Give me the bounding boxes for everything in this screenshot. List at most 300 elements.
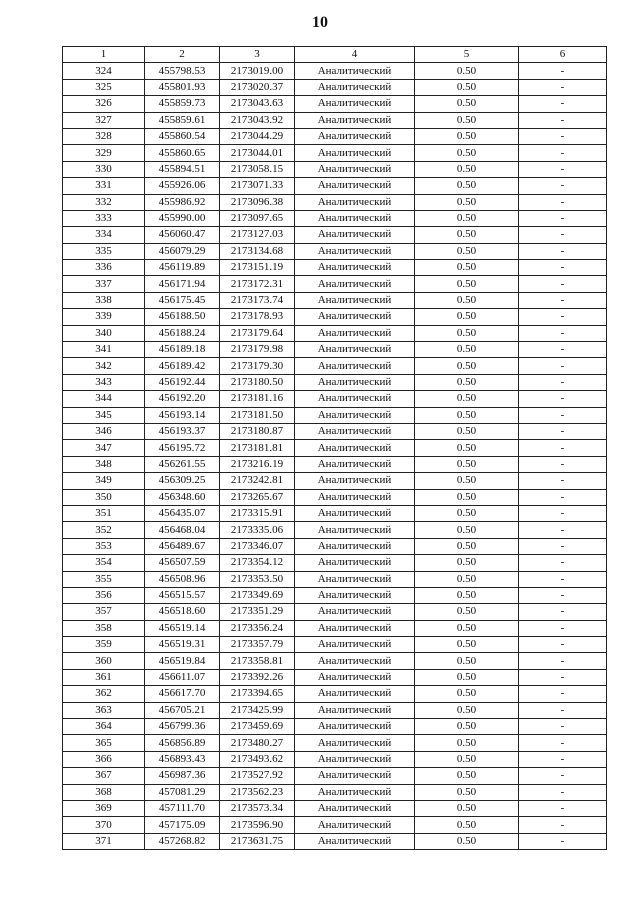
table-row <box>63 456 607 472</box>
note-cell: - <box>519 751 607 767</box>
x-coordinate-cell: 456507.59 <box>145 555 220 571</box>
table-row <box>63 178 607 194</box>
x-coordinate-cell: 456189.18 <box>145 342 220 358</box>
y-coordinate-cell: 2173181.50 <box>220 407 295 423</box>
accuracy-cell: 0.50 <box>415 227 519 243</box>
method-cell: Аналитический <box>295 637 415 653</box>
y-coordinate-cell: 2173181.16 <box>220 391 295 407</box>
table-row <box>63 292 607 308</box>
note-cell: - <box>519 210 607 226</box>
table-row <box>63 440 607 456</box>
coordinates-table <box>62 46 607 850</box>
x-coordinate-cell: 457175.09 <box>145 817 220 833</box>
table-row <box>63 473 607 489</box>
point-number-cell: 332 <box>63 194 145 210</box>
note-cell: - <box>519 735 607 751</box>
note-cell: - <box>519 260 607 276</box>
table-row <box>63 391 607 407</box>
point-number-cell: 327 <box>63 112 145 128</box>
note-cell: - <box>519 522 607 538</box>
note-cell: - <box>519 79 607 95</box>
note-cell: - <box>519 423 607 439</box>
table-row <box>63 735 607 751</box>
point-number-cell: 345 <box>63 407 145 423</box>
accuracy-cell: 0.50 <box>415 374 519 390</box>
y-coordinate-cell: 2173596.90 <box>220 817 295 833</box>
table-row <box>63 358 607 374</box>
table-row <box>63 63 607 79</box>
note-cell: - <box>519 669 607 685</box>
accuracy-cell: 0.50 <box>415 63 519 79</box>
accuracy-cell: 0.50 <box>415 391 519 407</box>
note-cell: - <box>519 817 607 833</box>
table-row <box>63 637 607 653</box>
point-number-cell: 354 <box>63 555 145 571</box>
accuracy-cell: 0.50 <box>415 833 519 849</box>
method-cell: Аналитический <box>295 325 415 341</box>
x-coordinate-cell: 456189.42 <box>145 358 220 374</box>
point-number-cell: 360 <box>63 653 145 669</box>
method-cell: Аналитический <box>295 276 415 292</box>
method-cell: Аналитический <box>295 800 415 816</box>
method-cell: Аналитический <box>295 440 415 456</box>
method-cell: Аналитический <box>295 342 415 358</box>
accuracy-cell: 0.50 <box>415 243 519 259</box>
point-number-cell: 370 <box>63 817 145 833</box>
x-coordinate-cell: 456188.24 <box>145 325 220 341</box>
accuracy-cell: 0.50 <box>415 702 519 718</box>
point-number-cell: 359 <box>63 637 145 653</box>
accuracy-cell: 0.50 <box>415 112 519 128</box>
point-number-cell: 362 <box>63 686 145 702</box>
table-row <box>63 210 607 226</box>
x-coordinate-cell: 456309.25 <box>145 473 220 489</box>
x-coordinate-cell: 455798.53 <box>145 63 220 79</box>
accuracy-cell: 0.50 <box>415 571 519 587</box>
point-number-cell: 343 <box>63 374 145 390</box>
y-coordinate-cell: 2173351.29 <box>220 604 295 620</box>
x-coordinate-cell: 455926.06 <box>145 178 220 194</box>
accuracy-cell: 0.50 <box>415 423 519 439</box>
point-number-cell: 351 <box>63 505 145 521</box>
accuracy-cell: 0.50 <box>415 538 519 554</box>
note-cell: - <box>519 342 607 358</box>
y-coordinate-cell: 2173180.87 <box>220 423 295 439</box>
y-coordinate-cell: 2173480.27 <box>220 735 295 751</box>
point-number-cell: 339 <box>63 309 145 325</box>
accuracy-cell: 0.50 <box>415 817 519 833</box>
method-cell: Аналитический <box>295 473 415 489</box>
y-coordinate-cell: 2173353.50 <box>220 571 295 587</box>
note-cell: - <box>519 653 607 669</box>
point-number-cell: 356 <box>63 587 145 603</box>
accuracy-cell: 0.50 <box>415 768 519 784</box>
table-row <box>63 407 607 423</box>
accuracy-cell: 0.50 <box>415 800 519 816</box>
method-cell: Аналитический <box>295 260 415 276</box>
y-coordinate-cell: 2173562.23 <box>220 784 295 800</box>
note-cell: - <box>519 309 607 325</box>
method-cell: Аналитический <box>295 178 415 194</box>
method-cell: Аналитический <box>295 391 415 407</box>
x-coordinate-cell: 456519.31 <box>145 637 220 653</box>
table-row <box>63 505 607 521</box>
note-cell: - <box>519 325 607 341</box>
x-coordinate-cell: 455860.65 <box>145 145 220 161</box>
y-coordinate-cell: 2173019.00 <box>220 63 295 79</box>
x-coordinate-cell: 456617.70 <box>145 686 220 702</box>
method-cell: Аналитический <box>295 145 415 161</box>
x-coordinate-cell: 456611.07 <box>145 669 220 685</box>
note-cell: - <box>519 276 607 292</box>
accuracy-cell: 0.50 <box>415 669 519 685</box>
x-coordinate-cell: 456515.57 <box>145 587 220 603</box>
x-coordinate-cell: 455860.54 <box>145 128 220 144</box>
accuracy-cell: 0.50 <box>415 604 519 620</box>
method-cell: Аналитический <box>295 358 415 374</box>
method-cell: Аналитический <box>295 604 415 620</box>
x-coordinate-cell: 456893.43 <box>145 751 220 767</box>
method-cell: Аналитический <box>295 768 415 784</box>
y-coordinate-cell: 2173573.34 <box>220 800 295 816</box>
method-cell: Аналитический <box>295 63 415 79</box>
x-coordinate-cell: 456195.72 <box>145 440 220 456</box>
note-cell: - <box>519 686 607 702</box>
accuracy-cell: 0.50 <box>415 440 519 456</box>
y-coordinate-cell: 2173096.38 <box>220 194 295 210</box>
point-number-cell: 348 <box>63 456 145 472</box>
point-number-cell: 324 <box>63 63 145 79</box>
note-cell: - <box>519 96 607 112</box>
y-coordinate-cell: 2173134.68 <box>220 243 295 259</box>
accuracy-cell: 0.50 <box>415 522 519 538</box>
point-number-cell: 367 <box>63 768 145 784</box>
note-cell: - <box>519 538 607 554</box>
header-cell-4: 4 <box>295 47 415 63</box>
table-row <box>63 719 607 735</box>
y-coordinate-cell: 2173493.62 <box>220 751 295 767</box>
point-number-cell: 358 <box>63 620 145 636</box>
accuracy-cell: 0.50 <box>415 260 519 276</box>
page-number: 10 <box>312 14 328 31</box>
table-row <box>63 128 607 144</box>
note-cell: - <box>519 456 607 472</box>
table-row <box>63 325 607 341</box>
table-row <box>63 653 607 669</box>
y-coordinate-cell: 2173127.03 <box>220 227 295 243</box>
x-coordinate-cell: 455990.00 <box>145 210 220 226</box>
method-cell: Аналитический <box>295 719 415 735</box>
note-cell: - <box>519 473 607 489</box>
note-cell: - <box>519 702 607 718</box>
table-body <box>63 63 607 850</box>
method-cell: Аналитический <box>295 669 415 685</box>
x-coordinate-cell: 456856.89 <box>145 735 220 751</box>
x-coordinate-cell: 456468.04 <box>145 522 220 538</box>
y-coordinate-cell: 2173043.92 <box>220 112 295 128</box>
accuracy-cell: 0.50 <box>415 161 519 177</box>
y-coordinate-cell: 2173631.75 <box>220 833 295 849</box>
x-coordinate-cell: 456193.37 <box>145 423 220 439</box>
x-coordinate-cell: 456193.14 <box>145 407 220 423</box>
x-coordinate-cell: 456261.55 <box>145 456 220 472</box>
point-number-cell: 346 <box>63 423 145 439</box>
accuracy-cell: 0.50 <box>415 653 519 669</box>
note-cell: - <box>519 555 607 571</box>
y-coordinate-cell: 2173346.07 <box>220 538 295 554</box>
note-cell: - <box>519 620 607 636</box>
note-cell: - <box>519 587 607 603</box>
note-cell: - <box>519 391 607 407</box>
method-cell: Аналитический <box>295 653 415 669</box>
x-coordinate-cell: 455894.51 <box>145 161 220 177</box>
note-cell: - <box>519 505 607 521</box>
note-cell: - <box>519 489 607 505</box>
y-coordinate-cell: 2173356.24 <box>220 620 295 636</box>
y-coordinate-cell: 2173172.31 <box>220 276 295 292</box>
x-coordinate-cell: 455859.61 <box>145 112 220 128</box>
method-cell: Аналитический <box>295 620 415 636</box>
y-coordinate-cell: 2173173.74 <box>220 292 295 308</box>
table-row <box>63 571 607 587</box>
note-cell: - <box>519 358 607 374</box>
note-cell: - <box>519 637 607 653</box>
y-coordinate-cell: 2173394.65 <box>220 686 295 702</box>
point-number-cell: 328 <box>63 128 145 144</box>
accuracy-cell: 0.50 <box>415 473 519 489</box>
y-coordinate-cell: 2173179.64 <box>220 325 295 341</box>
table-row <box>63 309 607 325</box>
accuracy-cell: 0.50 <box>415 505 519 521</box>
accuracy-cell: 0.50 <box>415 358 519 374</box>
table-row <box>63 227 607 243</box>
y-coordinate-cell: 2173527.92 <box>220 768 295 784</box>
y-coordinate-cell: 2173459.69 <box>220 719 295 735</box>
method-cell: Аналитический <box>295 79 415 95</box>
table-row <box>63 768 607 784</box>
y-coordinate-cell: 2173349.69 <box>220 587 295 603</box>
method-cell: Аналитический <box>295 784 415 800</box>
y-coordinate-cell: 2173179.30 <box>220 358 295 374</box>
note-cell: - <box>519 63 607 79</box>
x-coordinate-cell: 456175.45 <box>145 292 220 308</box>
point-number-cell: 325 <box>63 79 145 95</box>
table-row <box>63 702 607 718</box>
note-cell: - <box>519 374 607 390</box>
accuracy-cell: 0.50 <box>415 489 519 505</box>
y-coordinate-cell: 2173044.01 <box>220 145 295 161</box>
table-row <box>63 538 607 554</box>
method-cell: Аналитический <box>295 309 415 325</box>
y-coordinate-cell: 2173242.81 <box>220 473 295 489</box>
table-row <box>63 587 607 603</box>
point-number-cell: 350 <box>63 489 145 505</box>
note-cell: - <box>519 768 607 784</box>
y-coordinate-cell: 2173265.67 <box>220 489 295 505</box>
table-row <box>63 96 607 112</box>
method-cell: Аналитический <box>295 735 415 751</box>
x-coordinate-cell: 455986.92 <box>145 194 220 210</box>
note-cell: - <box>519 178 607 194</box>
point-number-cell: 326 <box>63 96 145 112</box>
y-coordinate-cell: 2173097.65 <box>220 210 295 226</box>
x-coordinate-cell: 456705.21 <box>145 702 220 718</box>
table-row <box>63 374 607 390</box>
table-row <box>63 276 607 292</box>
y-coordinate-cell: 2173058.15 <box>220 161 295 177</box>
method-cell: Аналитический <box>295 96 415 112</box>
method-cell: Аналитический <box>295 292 415 308</box>
y-coordinate-cell: 2173335.06 <box>220 522 295 538</box>
table-row <box>63 112 607 128</box>
method-cell: Аналитический <box>295 522 415 538</box>
x-coordinate-cell: 456435.07 <box>145 505 220 521</box>
accuracy-cell: 0.50 <box>415 784 519 800</box>
method-cell: Аналитический <box>295 456 415 472</box>
note-cell: - <box>519 604 607 620</box>
point-number-cell: 340 <box>63 325 145 341</box>
method-cell: Аналитический <box>295 374 415 390</box>
accuracy-cell: 0.50 <box>415 620 519 636</box>
table-row <box>63 686 607 702</box>
y-coordinate-cell: 2173179.98 <box>220 342 295 358</box>
note-cell: - <box>519 161 607 177</box>
point-number-cell: 369 <box>63 800 145 816</box>
table-row <box>63 604 607 620</box>
header-cell-5: 5 <box>415 47 519 63</box>
point-number-cell: 365 <box>63 735 145 751</box>
note-cell: - <box>519 194 607 210</box>
method-cell: Аналитический <box>295 161 415 177</box>
table-row <box>63 522 607 538</box>
method-cell: Аналитический <box>295 587 415 603</box>
table-row <box>63 161 607 177</box>
method-cell: Аналитический <box>295 227 415 243</box>
table-row <box>63 342 607 358</box>
table-row <box>63 423 607 439</box>
x-coordinate-cell: 456192.20 <box>145 391 220 407</box>
header-cell-2: 2 <box>145 47 220 63</box>
point-number-cell: 344 <box>63 391 145 407</box>
method-cell: Аналитический <box>295 702 415 718</box>
y-coordinate-cell: 2173354.12 <box>220 555 295 571</box>
point-number-cell: 342 <box>63 358 145 374</box>
y-coordinate-cell: 2173020.37 <box>220 79 295 95</box>
x-coordinate-cell: 457268.82 <box>145 833 220 849</box>
x-coordinate-cell: 456518.60 <box>145 604 220 620</box>
point-number-cell: 355 <box>63 571 145 587</box>
y-coordinate-cell: 2173151.19 <box>220 260 295 276</box>
accuracy-cell: 0.50 <box>415 342 519 358</box>
table-row <box>63 260 607 276</box>
accuracy-cell: 0.50 <box>415 96 519 112</box>
point-number-cell: 357 <box>63 604 145 620</box>
x-coordinate-cell: 456348.60 <box>145 489 220 505</box>
table-row <box>63 784 607 800</box>
note-cell: - <box>519 784 607 800</box>
note-cell: - <box>519 719 607 735</box>
method-cell: Аналитический <box>295 128 415 144</box>
method-cell: Аналитический <box>295 489 415 505</box>
accuracy-cell: 0.50 <box>415 637 519 653</box>
method-cell: Аналитический <box>295 817 415 833</box>
x-coordinate-cell: 456508.96 <box>145 571 220 587</box>
note-cell: - <box>519 227 607 243</box>
method-cell: Аналитический <box>295 571 415 587</box>
point-number-cell: 353 <box>63 538 145 554</box>
method-cell: Аналитический <box>295 505 415 521</box>
table-row <box>63 555 607 571</box>
note-cell: - <box>519 571 607 587</box>
table-row <box>63 817 607 833</box>
accuracy-cell: 0.50 <box>415 686 519 702</box>
method-cell: Аналитический <box>295 538 415 554</box>
x-coordinate-cell: 457111.70 <box>145 800 220 816</box>
method-cell: Аналитический <box>295 112 415 128</box>
y-coordinate-cell: 2173216.19 <box>220 456 295 472</box>
y-coordinate-cell: 2173043.63 <box>220 96 295 112</box>
accuracy-cell: 0.50 <box>415 407 519 423</box>
accuracy-cell: 0.50 <box>415 128 519 144</box>
accuracy-cell: 0.50 <box>415 309 519 325</box>
header-cell-1: 1 <box>63 47 145 63</box>
y-coordinate-cell: 2173357.79 <box>220 637 295 653</box>
table-row <box>63 620 607 636</box>
method-cell: Аналитический <box>295 686 415 702</box>
point-number-cell: 334 <box>63 227 145 243</box>
accuracy-cell: 0.50 <box>415 276 519 292</box>
point-number-cell: 337 <box>63 276 145 292</box>
note-cell: - <box>519 145 607 161</box>
header-cell-6: 6 <box>519 47 607 63</box>
method-cell: Аналитический <box>295 407 415 423</box>
table-row <box>63 800 607 816</box>
note-cell: - <box>519 292 607 308</box>
table-row <box>63 833 607 849</box>
note-cell: - <box>519 243 607 259</box>
x-coordinate-cell: 456799.36 <box>145 719 220 735</box>
note-cell: - <box>519 407 607 423</box>
x-coordinate-cell: 456489.67 <box>145 538 220 554</box>
accuracy-cell: 0.50 <box>415 587 519 603</box>
y-coordinate-cell: 2173392.26 <box>220 669 295 685</box>
note-cell: - <box>519 440 607 456</box>
point-number-cell: 368 <box>63 784 145 800</box>
accuracy-cell: 0.50 <box>415 325 519 341</box>
point-number-cell: 364 <box>63 719 145 735</box>
x-coordinate-cell: 456987.36 <box>145 768 220 784</box>
point-number-cell: 330 <box>63 161 145 177</box>
accuracy-cell: 0.50 <box>415 194 519 210</box>
x-coordinate-cell: 456119.89 <box>145 260 220 276</box>
point-number-cell: 349 <box>63 473 145 489</box>
point-number-cell: 335 <box>63 243 145 259</box>
point-number-cell: 333 <box>63 210 145 226</box>
method-cell: Аналитический <box>295 751 415 767</box>
method-cell: Аналитический <box>295 423 415 439</box>
table-header-row <box>63 47 607 63</box>
point-number-cell: 352 <box>63 522 145 538</box>
x-coordinate-cell: 456171.94 <box>145 276 220 292</box>
y-coordinate-cell: 2173425.99 <box>220 702 295 718</box>
y-coordinate-cell: 2173180.50 <box>220 374 295 390</box>
accuracy-cell: 0.50 <box>415 145 519 161</box>
x-coordinate-cell: 456519.14 <box>145 620 220 636</box>
table-row <box>63 751 607 767</box>
table-row <box>63 79 607 95</box>
point-number-cell: 331 <box>63 178 145 194</box>
table-row <box>63 243 607 259</box>
